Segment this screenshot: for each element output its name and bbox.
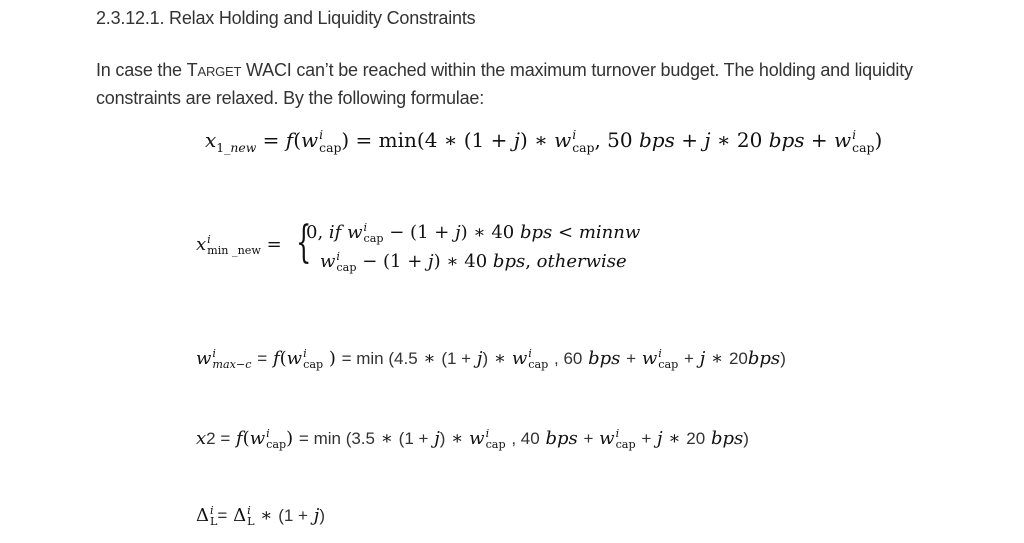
section-heading: 2.3.12.1. Relax Holding and Liquidity Constraints <box>96 8 476 28</box>
equation-x2: x2 = f(w i cap ) = min (3.5 ∗ (1 + j) ∗ w i cap , 40 bps + w i cap + j ∗ 20 bps) <box>196 427 749 452</box>
target-term: Target <box>186 60 242 80</box>
intro-paragraph: In case the Target WACI can’t be reached within the maximum turnover budget. The holding and liquidity constraints are relaxed. By the following formulae: <box>96 60 913 108</box>
equation-x-min-new-case-2: w i cap − (1 + j) ∗ 40 bps, otherwise <box>320 250 627 275</box>
equation-delta-l: Δ i L = Δ i L ∗ (1 + j) <box>196 504 325 529</box>
equation-x-min-new-case-1: 0, if w i cap − (1 + j) ∗ 40 bps < minnw <box>306 221 641 246</box>
equation-w-max-c: w i max−c = f(w i cap ) = min (4.5 ∗ (1 + j) ∗ w i cap , 60 bps + w i cap + j ∗ 20bps) <box>196 347 786 372</box>
piecewise-brace: { <box>296 217 312 268</box>
equation-x-min-new-lhs: x i min _new = <box>196 233 282 258</box>
equation-x1-new: $x_{1\_new} = f(w$ i cap ) = min(4 ∗ (1 + j) ∗ w i cap , 50 bps + j ∗ 20 bps + w i cap ) <box>205 127 883 155</box>
